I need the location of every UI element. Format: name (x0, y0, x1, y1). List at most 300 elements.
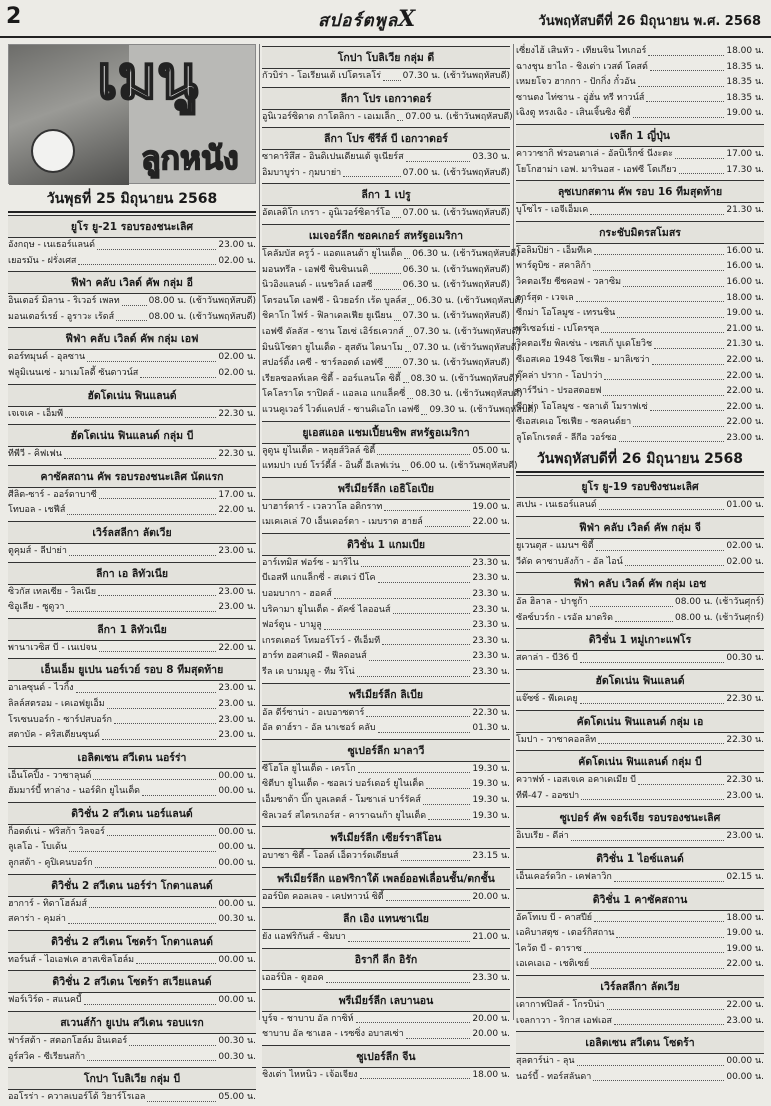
kickoff-time: 00.00 น. (218, 786, 256, 797)
fixture-teams: ลูกสต้า - คูปิเคนบอร์ก (8, 858, 93, 869)
fixture-teams: ซิอูเลีย - ซูดูวา (8, 602, 65, 613)
fixture-row (262, 556, 510, 572)
fixture-teams: ฟลูมิเนนเซ่ - มาเมโลดี้ ซันดาวน์ส (8, 367, 139, 378)
fixture-teams: สคาล่า - บี36 บี (516, 653, 578, 664)
dot-leader (76, 681, 217, 693)
kickoff-time: 23.00 น. (726, 790, 764, 801)
fixture-row (262, 341, 521, 357)
dot-leader (78, 254, 216, 266)
fixture-teams: ฮัมมาร์บี้ ทาล่าง - นอร์ดิก ยูไนเต็ด (8, 786, 141, 797)
competition-heading: เอลิตเซน สวีเดน นอร์ร่า (8, 746, 256, 769)
dot-leader (89, 897, 216, 909)
kickoff-time: 23.00 น. (218, 714, 256, 725)
kickoff-time: 23.00 น. (218, 586, 256, 597)
kickoff-time: 00.30 น. (726, 653, 764, 664)
fixture-teams: ลิลล์สตรอม - เคเอฟยูเอ็ม (8, 698, 105, 709)
fixture-row (516, 275, 764, 291)
kickoff-time: 05.00 น. (218, 1092, 256, 1103)
dot-leader (421, 403, 427, 415)
fixture-teams: แจ๊ซซ์ - พีเคเคยู (516, 694, 578, 705)
fixture-teams: ฮาร์ท ฮอศาเคมี - ฟีลดอนส์ (262, 651, 367, 662)
fixture-row (8, 544, 256, 560)
fixture-teams: เอ็นเคอร์ดวิก - เคฟลาวิก (516, 872, 612, 882)
fixture-teams: อูนิเวอร์ซิดาด กาโตลิกา - เอเมเล็ก (262, 111, 396, 122)
fixture-row (262, 1068, 510, 1084)
kickoff-time: 00.00 น. (218, 770, 256, 781)
kickoff-time: 20.00 น. (472, 891, 510, 902)
dot-leader (370, 263, 400, 275)
dot-leader (102, 728, 216, 740)
fixture-teams: ซานตง ไท่ซาน - อู่ฮั่น ทรี ทาวน์ส์ (516, 92, 645, 103)
kickoff-time: 23.30 น. (472, 667, 510, 678)
fixture-teams: ซีเอสเคเอ โซเฟีย - ซลคนด์ยา (516, 417, 632, 428)
competition-heading: ลีกา 1 เปรู (262, 183, 510, 206)
kickoff-time: 23.00 น. (218, 602, 256, 613)
competition-heading: เวิร์ลสลีกา ลัตเวีย (516, 975, 764, 998)
competition-heading: ดิวิชั่น 2 สวีเดน นอร์แลนด์ (8, 802, 256, 825)
fixture-teams: ซีโฮโล ยูไนเต็ด - เครโก (262, 763, 356, 774)
fixture-row (8, 488, 256, 504)
kickoff-time: 23.00 น. (218, 545, 256, 556)
competition-heading: ลีกา 1 ลิทัวเนีย (8, 618, 256, 641)
fixture-row (262, 603, 510, 619)
dot-leader (67, 503, 216, 515)
competition-heading: ซูเปอร์ลีก มาลาวี (262, 739, 510, 762)
fixture-row (516, 431, 764, 447)
dot-leader (591, 957, 724, 969)
dot-leader (69, 544, 216, 556)
competition-heading: ยูเอสแอล แชมเปี้ยนชิพ สหรัฐอเมริกา (262, 421, 510, 444)
fixture-row (516, 911, 764, 927)
fixture-teams: โอลิมปิย่า - เอ็มทีเค (516, 245, 593, 256)
dot-leader (593, 259, 724, 271)
fixture-teams: สเปน - เนเธอร์แลนด์ (516, 500, 597, 511)
dot-leader (426, 777, 470, 789)
dot-leader (581, 789, 724, 801)
fixture-row (516, 498, 764, 514)
kickoff-time: 00.00 น. (218, 954, 256, 965)
fixture-teams: นอร์บี้ - ทอร์สลันดา (516, 1071, 592, 1082)
fixture-row (516, 773, 764, 789)
fixture-row (8, 856, 256, 872)
fixture-row (8, 350, 256, 366)
dot-leader (140, 366, 216, 378)
fixture-row (516, 400, 764, 416)
fixture-teams: โตรอนโต เอฟซี - นิวยอร์ก เร้ด บูลล์ส (262, 295, 407, 306)
fixture-row (516, 789, 764, 805)
fixture-row (516, 870, 764, 886)
dot-leader (107, 825, 216, 837)
kickoff-time: 02.00 น. (218, 352, 256, 363)
day-heading: วันพฤหัสบดีที่ 26 มิถุนายน 2568 (516, 446, 764, 473)
kickoff-time: 01.30 น. (472, 723, 510, 734)
fixture-row (8, 366, 256, 382)
kickoff-time: 00.00 น. (218, 826, 256, 837)
column-divider (513, 44, 514, 1020)
competition-heading: คัดโดเน่น ฟินแลนด์ กลุ่ม เอ (516, 710, 764, 733)
fixture-teams: อัล ดีร์ซาน่า - อเบอาซตาร์ (262, 707, 365, 718)
kickoff-time: 23.00 น. (218, 698, 256, 709)
dot-leader (377, 444, 470, 456)
kickoff-time: 00.00 น. (218, 842, 256, 853)
kickoff-time: 07.00 น. (เช้าวันพฤหัสบดี) (402, 208, 510, 219)
brand-x: X (398, 6, 417, 32)
fixture-teams: ซัลซ์บวร์ก - เรอัล มาดริด (516, 612, 613, 623)
kickoff-time: 16.00 น. (726, 276, 764, 287)
dot-leader (625, 555, 725, 567)
dot-leader (580, 651, 725, 663)
fixture-teams: โยโกฮาม่า เอฟ. มารินอส - เอฟซี โตเกียว (516, 164, 677, 175)
kickoff-time: 19.00 น. (472, 501, 510, 512)
dot-leader (594, 911, 724, 923)
fixture-row (8, 585, 256, 601)
fixture-row (516, 651, 764, 667)
fixture-row (8, 447, 256, 463)
competition-heading: ดิวิชั่น 1 หมู่เกาะแฟโร (516, 628, 764, 651)
kickoff-time: 08.00 น. (เช้าวันพฤหัสบดี) (148, 311, 256, 322)
fixture-teams: ฟาร์สต้า - สตอกโฮล์ม อินเตอร์ (8, 1036, 128, 1047)
fixture-teams: เหมยโจว ฮากกา - ปักกิ่ง กั๋วอัน (516, 77, 636, 88)
dot-leader (93, 769, 216, 781)
competition-heading: ฟีฟ่า คลับ เวิลด์ คัพ กลุ่ม เอฟ (8, 327, 256, 350)
dot-leader (386, 890, 471, 902)
fixture-teams: อัล ฮิลาล - ปาชูก้า (516, 597, 588, 608)
dot-leader (615, 611, 673, 623)
dot-leader (393, 603, 471, 615)
dot-leader (679, 163, 725, 175)
competition-heading: ดิวิชั่น 2 สวีเดน นอร์ร่า โกตาแลนด์ (8, 874, 256, 897)
fixture-teams: ซีกม่า โอโลมูซ - ซลาเต้ โมราฟเซ่ (516, 401, 648, 412)
dot-leader (599, 498, 725, 510)
competition-heading: ลีกา โปร เอกวาดอร์ (262, 87, 510, 110)
kickoff-time: 02.00 น. (726, 556, 764, 567)
fixture-row (516, 106, 764, 122)
kickoff-time: 23.15 น. (472, 851, 510, 862)
fixture-row (8, 825, 256, 841)
dot-leader (97, 238, 216, 250)
fixture-teams: ทีพีวี - คิฟเฟน (8, 449, 62, 460)
fixture-teams: อัคโทเบ บี - คาสปีย์ (516, 912, 593, 923)
kickoff-time: 05.00 น. (472, 445, 510, 456)
kickoff-time: 18.00 น. (726, 912, 764, 923)
fixture-row (262, 762, 510, 778)
dot-leader (343, 166, 401, 178)
dot-leader (142, 784, 216, 796)
fixture-row (262, 500, 510, 516)
kickoff-time: 22.00 น. (726, 386, 764, 397)
kickoff-time: 22.00 น. (218, 505, 256, 516)
dot-leader (619, 431, 725, 443)
fixture-teams: ควาฟท์ - เอสเจเค อคาเดเมีย บี (516, 775, 636, 786)
fixture-teams: อิเบเรีย - ดีล่า (516, 831, 569, 842)
kickoff-time: 18.00 น. (726, 46, 764, 56)
fixture-row (8, 784, 256, 800)
fixture-row (262, 890, 510, 906)
kickoff-time: 23.30 น. (472, 620, 510, 631)
masthead (0, 0, 771, 38)
kickoff-time: 18.35 น. (726, 77, 764, 88)
fixture-teams: โทบอล - เชฟีส์ (8, 505, 66, 516)
fixture-teams: ซีกม่า โอโลมูซ - เทรนชิน (516, 308, 616, 319)
fixture-teams: บีเอสที แกแล็กซี่ - สเตเว่ บีโค (262, 573, 376, 584)
hero-subtitle: ลูกหนัง (141, 139, 239, 177)
dot-leader (348, 930, 471, 942)
competition-heading: พรีเมียร์ลีก แอฟริกาใต้ เพลย์ออฟเลื่อนชั้น/ตกชั้น (262, 867, 510, 890)
kickoff-time: 22.30 น. (726, 775, 764, 786)
kickoff-time: 07.30 น. (เช้าวันพฤหัสบดี) (402, 311, 510, 322)
dot-leader (87, 350, 216, 362)
dot-leader (69, 840, 216, 852)
fixture-teams: ฟอร์ตูน - บามูลู (262, 620, 322, 631)
dot-leader (116, 310, 147, 322)
dot-leader (385, 356, 401, 368)
fixture-row (516, 203, 764, 219)
fixture-teams: อาร์เทมิส ฟอร์ซ - มาริไน (262, 557, 359, 568)
fixture-row (262, 1027, 510, 1043)
competition-heading: เมเจอร์ลีก ซอคเกอร์ สหรัฐอเมริกา (262, 224, 510, 247)
fixture-teams: ออร์บิต คอลเลจ - เคปทาวน์ ซิตี้ (262, 891, 384, 902)
issue-date: วันพฤหัสบดีที่ 26 มิถุนายน พ.ศ. 2568 (538, 14, 761, 29)
kickoff-time: 00.00 น. (218, 898, 256, 909)
fixture-teams: ชาบาบ อัล ซาเฮล - เรซซิ่ง อบาสเซ่า (262, 1029, 404, 1040)
kickoff-time: 21.00 น. (472, 932, 510, 943)
kickoff-time: 23.30 น. (472, 573, 510, 584)
kickoff-time: 17.00 น. (726, 148, 764, 159)
dot-leader (369, 649, 471, 661)
dot-leader (87, 1050, 216, 1062)
kickoff-time: 07.00 น. (เช้าวันพฤหัสบดี) (405, 111, 513, 122)
dot-leader (607, 998, 725, 1010)
fixture-row (262, 1012, 510, 1028)
kickoff-time: 00.00 น. (726, 1056, 764, 1067)
fixture-row (262, 721, 510, 737)
competition-heading: ยูโร ยู-19 รอบชิงชนะเลิศ (516, 475, 764, 498)
fixture-teams: กัวบิร่า - โอเรียนเต้ เปโตรเลโร่ (262, 71, 381, 81)
dot-leader (584, 942, 724, 954)
dot-leader (95, 856, 217, 868)
kickoff-time: 21.00 น. (726, 323, 764, 334)
fixture-teams: ชิคาโก ไฟร์ - ฟิลาเดลเฟีย ยูเนียน (262, 311, 392, 322)
fixture-teams: บูโซไร - เอจีเอ็มเค (516, 205, 589, 216)
competition-heading: ดิวิชั่น 2 สวีเดน โซดร้า สเวียแลนด์ (8, 970, 256, 993)
fixture-list (516, 44, 764, 1085)
kickoff-time: 07.30 น. (เช้าวันพฤหัสบดี) (402, 358, 510, 369)
fixture-row (516, 60, 764, 76)
fixture-teams: เจเจเค - เอ็มพี (8, 408, 64, 419)
dot-leader (675, 147, 724, 159)
dot-leader (324, 618, 471, 630)
dot-leader (406, 325, 412, 337)
dot-leader (383, 69, 401, 81)
competition-heading: ฮัดโดเน่น ฟินแลนด์ กลุ่ม บี (8, 424, 256, 447)
dot-leader (136, 953, 216, 965)
dot-leader (397, 110, 403, 122)
fixture-row (8, 713, 256, 729)
dot-leader (594, 244, 724, 256)
fixture-row (516, 384, 764, 400)
fixture-row (8, 897, 256, 913)
kickoff-time: 19.30 น. (472, 810, 510, 821)
fixture-teams: เยอรมัน - ฝรั่งเศส (8, 255, 77, 266)
column-middle (262, 44, 537, 1080)
dot-leader (357, 665, 471, 677)
fixture-row (516, 692, 764, 708)
kickoff-time: 21.30 น. (726, 339, 764, 350)
competition-heading: เอลิตเซน สวีเดน โซดร้า (516, 1031, 764, 1054)
dot-leader (648, 44, 724, 56)
fixture-teams: รีล เด บามมูลู - ทีม ริโน่ (262, 667, 355, 678)
dot-leader (382, 634, 470, 646)
kickoff-time: 22.00 น. (472, 517, 510, 528)
dot-leader (65, 407, 216, 419)
competition-heading: ลีก เอิง แทนซาเนีย (262, 907, 510, 930)
fixture-teams: เมเคเลเล่ 70 เอ็นเดอร์ตา - เมบราต ฮายล์ (262, 517, 423, 528)
fixture-teams: ศีลิต-ซาร์ - ออร์ดาบาซี (8, 489, 97, 500)
fixture-row (516, 829, 764, 845)
dot-leader (652, 353, 725, 365)
fixture-teams: พริเซอร์เย่ - เปโตรซุล (516, 323, 600, 334)
fixture-row (516, 998, 764, 1014)
kickoff-time: 20.00 น. (472, 1013, 510, 1024)
competition-heading: ดิวิชั่น 1 แกมเบีย (262, 533, 510, 556)
kickoff-time: 23.30 น. (472, 557, 510, 568)
dot-leader (571, 829, 725, 841)
fixture-teams: โคลัมบัส ครูว์ - แอตแลนต้า ยูไนเต็ด (262, 248, 403, 259)
dot-leader (593, 1070, 724, 1082)
fixture-teams: เรียลซอลท์เลค ซิตี้ - ออร์แลนโด ซิตี้ (262, 373, 401, 384)
kickoff-time: 19.00 น. (726, 108, 764, 119)
dot-leader (623, 275, 724, 287)
dot-leader (603, 384, 724, 396)
fixture-teams: คาวาซากิ ฟรอนตาเล่ - อัลบิเร็กซ์ นีงะตะ (516, 148, 673, 159)
fixture-row (516, 1054, 764, 1070)
hero-title: เมนู (97, 43, 199, 113)
fixture-row (262, 247, 520, 263)
fixture-teams: สุลตาร์น่า - ลุน (516, 1056, 575, 1067)
competition-heading: ฟีฟ่า คลับ เวิลด์ คัพ กลุ่ม จี (516, 516, 764, 539)
dot-leader (601, 322, 724, 334)
fixture-row (262, 849, 510, 865)
fixture-teams: อัตเลติโก เกรา - อูนิเวอร์ซิดาร์โอ (262, 208, 391, 219)
fixture-row (262, 706, 510, 722)
competition-heading: ซูเปอร์ลีก จีน (262, 1045, 510, 1068)
column-divider (259, 44, 260, 1020)
dot-leader (590, 595, 673, 607)
dot-leader (122, 294, 147, 306)
kickoff-time: 02.00 น. (218, 255, 256, 266)
fixture-row (516, 611, 764, 627)
fixture-teams: อาร์สุต - เวจเล (516, 292, 574, 303)
fixture-row (262, 793, 510, 809)
kickoff-time: 00.30 น. (218, 914, 256, 925)
fixture-teams: อูร์สวิค - ซีเรียนสก้า (8, 1051, 86, 1062)
kickoff-time: 23.30 น. (472, 635, 510, 646)
hero-banner (8, 44, 256, 184)
dot-leader (334, 587, 471, 599)
dot-leader (402, 459, 408, 471)
dot-leader (394, 309, 401, 321)
fixture-row (262, 634, 510, 650)
fixture-row (262, 206, 510, 222)
kickoff-time: 01.00 น. (726, 500, 764, 511)
kickoff-time: 23.00 น. (218, 730, 256, 741)
football-icon (31, 129, 75, 173)
kickoff-time: 00.00 น. (218, 995, 256, 1006)
fixture-row (516, 415, 764, 431)
dot-leader (356, 1012, 471, 1024)
fixture-row (262, 571, 510, 587)
fixture-row (8, 310, 256, 326)
dot-leader (646, 91, 724, 103)
fixture-teams: ฉางชุน ยาไถ - ชิงเต่า เวสต์ โคสต์ (516, 61, 648, 72)
kickoff-time: 06.00 น. (เช้าวันพฤหัสบดี) (410, 461, 518, 472)
fixture-teams: พานาเวซิส บี - เนเปจน (8, 642, 97, 653)
fixture-teams: เกรตเตอร์ โทมอร์โรว์ - ทีเอ็มที (262, 635, 381, 646)
brand-name: สปอร์ตพูล (318, 11, 399, 31)
fixture-row (262, 166, 510, 182)
kickoff-time: 23.30 น. (472, 604, 510, 615)
competition-heading: พรีเมียร์ลีก เลบานอน (262, 989, 510, 1012)
dot-leader (114, 713, 216, 725)
dot-leader (596, 539, 725, 551)
fixture-teams: นิวอิงแลนด์ - แนชวิลล์ เอสซี (262, 280, 373, 291)
dot-leader (129, 1034, 216, 1046)
fixture-row (8, 769, 256, 785)
fixture-row (516, 244, 764, 260)
kickoff-time: 00.30 น. (218, 1036, 256, 1047)
fixture-teams: ดอร์ทมุนด์ - อุลซาน (8, 352, 86, 363)
fixture-teams: อินเตอร์ มิลาน - ริเวอร์ เพลท (8, 296, 120, 307)
fixture-row (8, 953, 256, 969)
competition-heading: ซูเปอร์ คัพ จอร์เจีย รอบรองชนะเลิศ (516, 806, 764, 829)
fixture-row (8, 503, 256, 519)
kickoff-time: 22.00 น. (726, 370, 764, 381)
fixture-row (262, 971, 510, 987)
fixture-row (262, 110, 513, 126)
dot-leader (407, 387, 413, 399)
fixture-teams: ฟอร์เวิร์ด - สแนคบี้ (8, 995, 82, 1006)
dot-leader (404, 247, 410, 259)
kickoff-time: 08.30 น. (เช้าวันพฤหัสบดี) (415, 389, 523, 400)
kickoff-time: 22.00 น. (726, 959, 764, 970)
kickoff-time: 18.35 น. (726, 61, 764, 72)
kickoff-time: 02.15 น. (726, 872, 764, 882)
kickoff-time: 06.30 น. (เช้าวันพฤหัสบดี) (402, 264, 510, 275)
fixture-row (516, 322, 764, 338)
fixture-row (8, 254, 256, 270)
kickoff-time: 22.30 น. (726, 734, 764, 745)
fixture-row (8, 697, 256, 713)
dot-leader (638, 773, 724, 785)
fixture-teams: ซีเอสเคอ 1948 โซเฟีย - มาลิเซว่า (516, 354, 650, 365)
fixture-teams: สปอร์ติ้ง เคซี - ชาร์ลอตต์ เอฟซี (262, 358, 384, 369)
fixture-row (8, 681, 256, 697)
fixture-row (516, 942, 764, 958)
fixture-teams: ตูคุมส์ - ลีปาย่า (8, 545, 67, 556)
fixture-teams: สคาร่า - คุมล่า (8, 914, 66, 925)
fixture-row (262, 444, 510, 460)
fixture-row (8, 600, 256, 616)
fixture-row (516, 957, 764, 973)
dot-leader (423, 793, 471, 805)
kickoff-time: 22.00 น. (726, 354, 764, 365)
dot-leader (99, 488, 217, 500)
fixture-list (262, 46, 537, 1083)
kickoff-time: 06.30 น. (เช้าวันพฤหัสบดี) (412, 248, 520, 259)
kickoff-time: 18.00 น. (726, 292, 764, 303)
fixture-teams: มอนทรีล - เอฟซี ซินซินเนติ (262, 264, 369, 275)
kickoff-time: 23.00 น. (218, 683, 256, 694)
